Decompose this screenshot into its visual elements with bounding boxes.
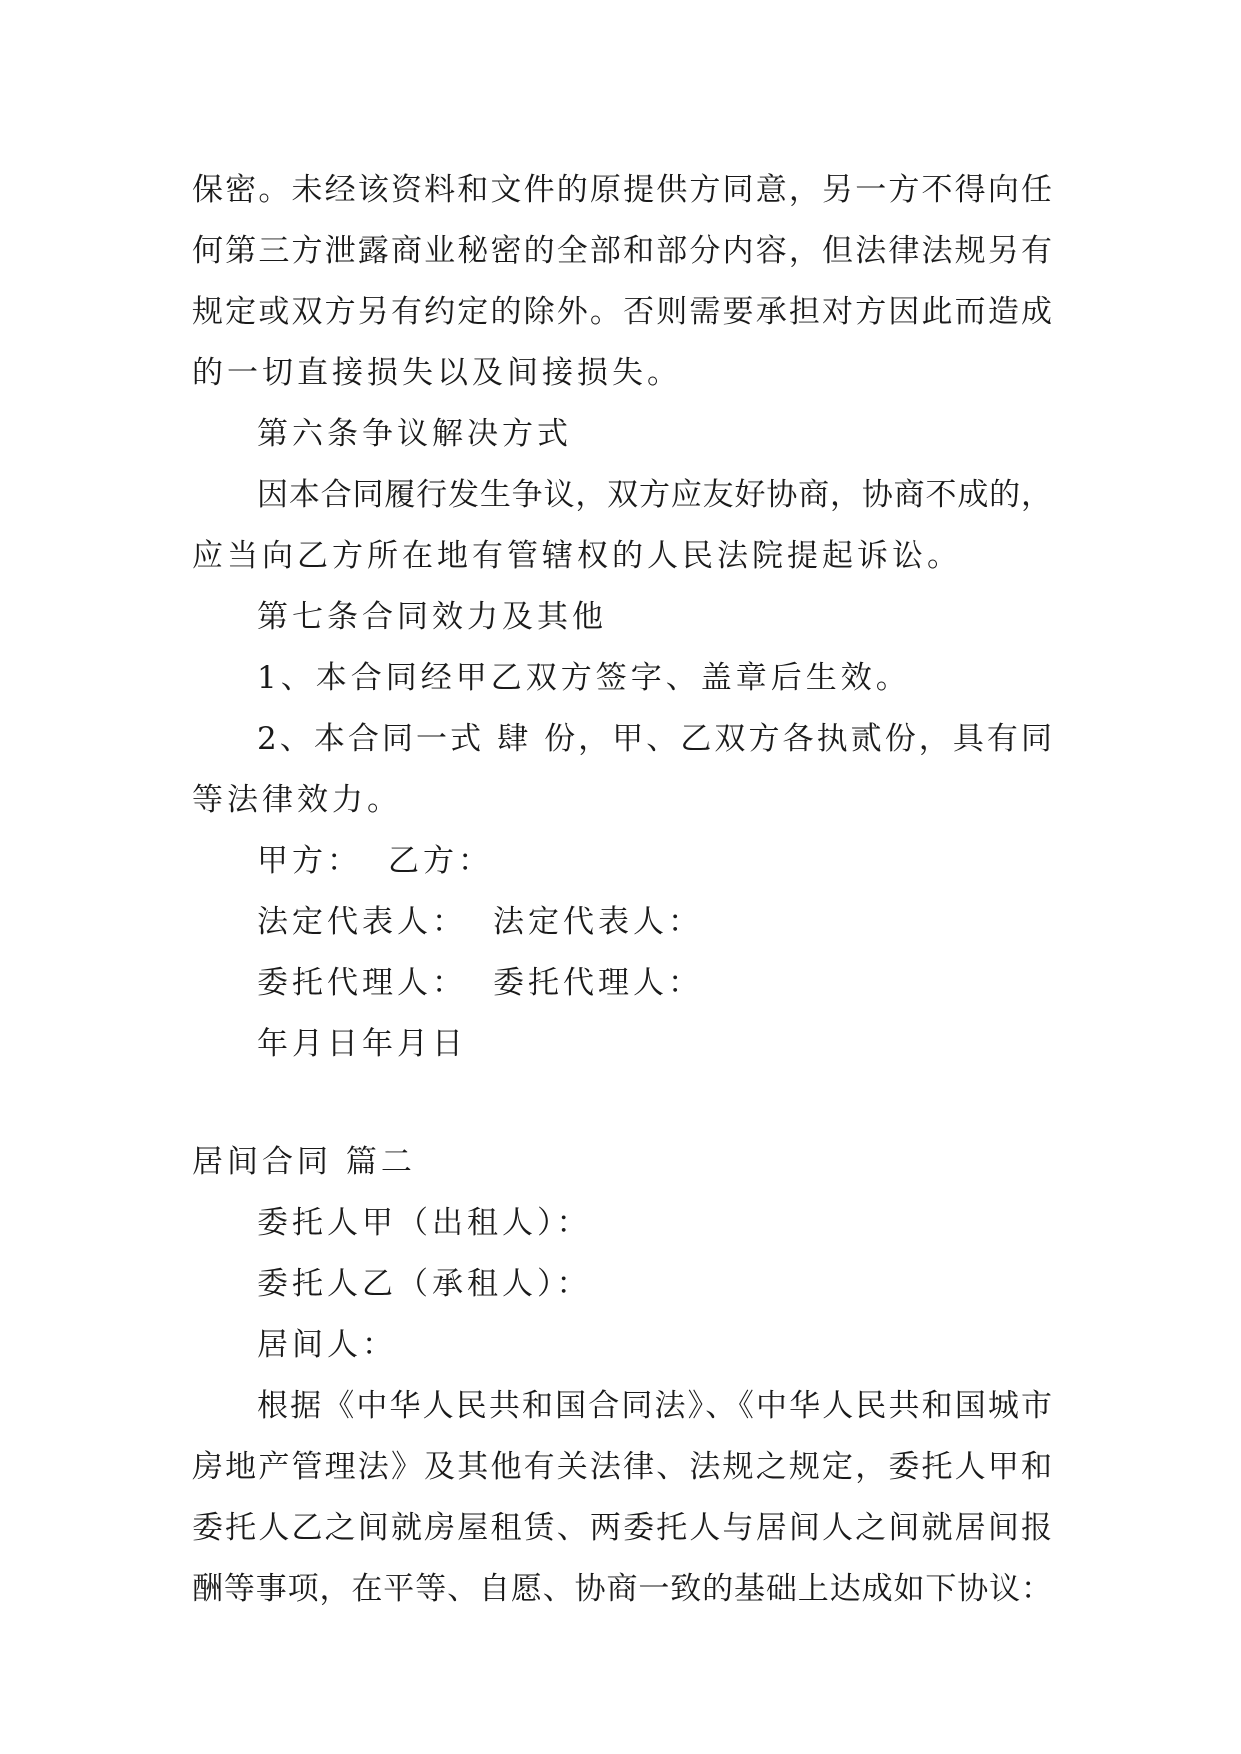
signature-agents xyxy=(192,953,1052,1014)
article-6-text-line-2: 应当向乙方所在地有管辖权的人民法院提起诉讼。 xyxy=(192,538,962,574)
confidentiality-line-2: 何第三方泄露商业秘密的全部和部分内容，但法律法规另有 xyxy=(192,233,1052,269)
article-7-item-2-line-2: 等法律效力。 xyxy=(192,782,402,818)
preamble-line-3: 委托人乙之间就房屋租赁、两委托人与居间人之间就居间报 xyxy=(192,1510,1052,1546)
article-6-title: 第六条争议解决方式 xyxy=(257,416,572,452)
section-spacer xyxy=(192,1075,1052,1132)
principal-a-label: 委托人甲（出租人）： xyxy=(257,1205,592,1241)
signature-parties xyxy=(192,831,1052,892)
confidentiality-line-1: 保密。未经该资料和文件的原提供方同意，另一方不得向任 xyxy=(192,172,1052,208)
article-7-item-1: 1、本合同经甲乙双方签字、盖章后生效。 xyxy=(257,660,911,696)
legal-rep-b-label: 法定代表人： xyxy=(493,904,703,940)
legal-rep-a-label: 法定代表人： xyxy=(257,904,467,940)
preamble-line-4: 酬等事项，在平等、自愿、协商一致的基础上达成如下协议： xyxy=(192,1571,1052,1607)
party-a-label: 甲方： xyxy=(257,843,362,879)
article-6-text-line-1: 因本合同履行发生争议，双方应友好协商，协商不成的， xyxy=(257,477,1052,513)
intermediary-label: 居间人： xyxy=(257,1327,397,1363)
confidentiality-line-4: 的一切直接损失以及间接损失。 xyxy=(192,355,682,391)
party-b-label: 乙方： xyxy=(388,843,493,879)
principal-b-label: 委托人乙（承租人）： xyxy=(257,1266,592,1302)
preamble-line-2: 房地产管理法》及其他有关法律、法规之规定，委托人甲和 xyxy=(192,1449,1052,1485)
agent-a-label: 委托代理人： xyxy=(257,965,467,1001)
signature-legal-reps xyxy=(192,892,1052,953)
confidentiality-line-3: 规定或双方另有约定的除外。否则需要承担对方因此而造成 xyxy=(192,294,1052,330)
article-7-item-2-line-1: 2、本合同一式 肆 份，甲、乙双方各执贰份，具有同 xyxy=(257,721,1052,757)
document-body xyxy=(192,160,1052,1620)
preamble-line-1: 根据《中华人民共和国合同法》、《中华人民共和国城市 xyxy=(257,1388,1052,1424)
agent-b-label: 委托代理人： xyxy=(493,965,703,1001)
section-2-title: 居间合同 篇二 xyxy=(192,1144,416,1180)
article-7-title: 第七条合同效力及其他 xyxy=(257,599,607,635)
signature-date-line: 年月日年月日 xyxy=(257,1026,467,1062)
